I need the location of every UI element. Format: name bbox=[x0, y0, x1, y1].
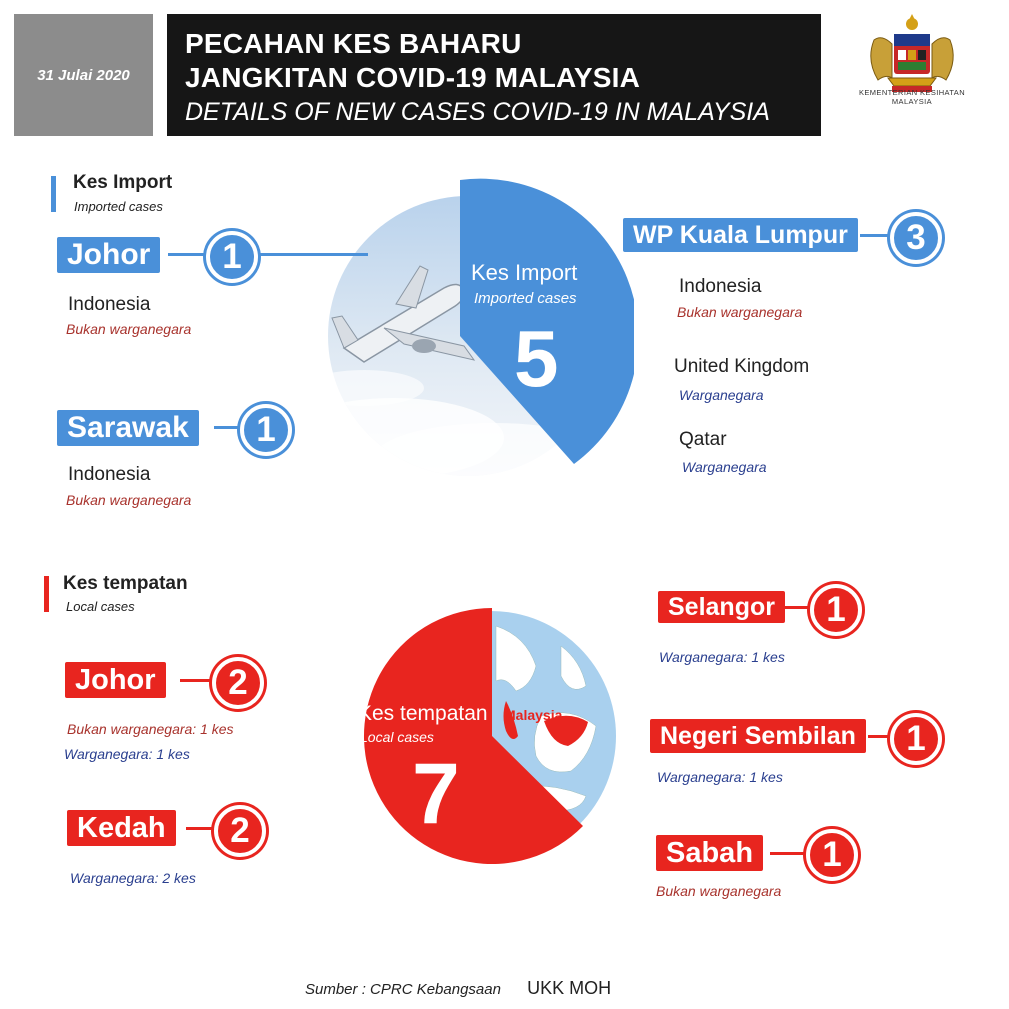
import-total: 5 bbox=[514, 314, 559, 403]
local-selangor-note: Warganegara: 1 kes bbox=[659, 649, 785, 665]
local-johor-note-1: Bukan warganegara: 1 kes bbox=[67, 721, 234, 737]
org-label: UKK MOH bbox=[527, 978, 612, 998]
local-section-title: Kes tempatan bbox=[63, 573, 188, 594]
import-section-title: Kes Import bbox=[73, 172, 173, 193]
local-count-sabah: 1 bbox=[806, 829, 858, 881]
local-johor-note-2: Warganegara: 1 kes bbox=[64, 746, 190, 762]
import-kl-country-2: United Kingdom bbox=[674, 356, 810, 377]
title-line-1: PECAHAN KES BAHARU bbox=[185, 28, 522, 59]
local-count-selangor: 1 bbox=[810, 584, 862, 636]
local-count-johor: 2 bbox=[212, 657, 264, 709]
import-sarawak-status: Bukan warganegara bbox=[66, 492, 192, 508]
connector bbox=[258, 253, 368, 256]
connector bbox=[180, 679, 214, 682]
import-sarawak-country: Indonesia bbox=[68, 464, 151, 485]
local-state-negeri-sembilan: Negeri Sembilan bbox=[650, 719, 866, 753]
connector bbox=[186, 827, 214, 830]
connector bbox=[770, 852, 808, 855]
import-section-subtitle: Imported cases bbox=[74, 199, 163, 214]
connector bbox=[214, 426, 242, 429]
malaysia-map-label: Malaysia bbox=[504, 707, 563, 723]
local-count-kedah: 2 bbox=[214, 805, 266, 857]
report-date: 31 Julai 2020 bbox=[37, 66, 130, 84]
ministry-line-2: MALAYSIA bbox=[891, 97, 933, 106]
connector bbox=[168, 253, 208, 256]
local-total: 7 bbox=[412, 746, 460, 842]
title-line-2: JANGKITAN COVID-19 MALAYSIA bbox=[185, 62, 641, 93]
import-johor-status: Bukan warganegara bbox=[66, 321, 192, 337]
import-state-sarawak: Sarawak bbox=[57, 410, 199, 446]
connector bbox=[860, 234, 890, 237]
local-count-negeri-sembilan: 1 bbox=[890, 713, 942, 765]
local-center-title: Kes tempatan bbox=[358, 702, 488, 725]
local-sabah-note: Bukan warganegara bbox=[656, 883, 782, 899]
local-negeri-sembilan-note: Warganegara: 1 kes bbox=[657, 769, 783, 785]
source-label: Sumber : CPRC Kebangsaan bbox=[305, 981, 501, 998]
import-count-johor: 1 bbox=[206, 231, 258, 283]
import-section-bar bbox=[51, 176, 56, 212]
import-count-sarawak: 1 bbox=[240, 404, 292, 456]
footer bbox=[305, 978, 611, 999]
import-kl-country-1: Indonesia bbox=[679, 276, 762, 297]
ministry-label bbox=[842, 88, 982, 106]
local-state-kedah: Kedah bbox=[67, 810, 176, 846]
import-kl-country-3: Qatar bbox=[679, 429, 727, 450]
import-center-subtitle: Imported cases bbox=[474, 290, 577, 307]
subtitle: DETAILS OF NEW CASES COVID-19 IN MALAYSIA bbox=[185, 98, 770, 126]
ministry-line-1: KEMENTERIAN KESIHATAN bbox=[858, 88, 966, 97]
connector bbox=[785, 606, 812, 609]
local-center-subtitle: Local cases bbox=[360, 729, 434, 745]
import-kl-status-3: Warganegara bbox=[682, 459, 767, 475]
connector bbox=[868, 735, 890, 738]
import-state-johor: Johor bbox=[57, 237, 160, 273]
title-banner bbox=[167, 14, 821, 136]
local-state-johor: Johor bbox=[65, 662, 166, 698]
import-state-kuala-lumpur: WP Kuala Lumpur bbox=[623, 218, 858, 252]
import-kl-status-1: Bukan warganegara bbox=[677, 304, 803, 320]
local-state-selangor: Selangor bbox=[658, 591, 785, 623]
import-count-kuala-lumpur: 3 bbox=[890, 212, 942, 264]
import-center-title: Kes Import bbox=[471, 260, 578, 285]
import-center-graphic bbox=[324, 178, 634, 478]
local-kedah-note: Warganegara: 2 kes bbox=[70, 870, 196, 886]
import-johor-country: Indonesia bbox=[68, 294, 151, 315]
local-state-sabah: Sabah bbox=[656, 835, 763, 871]
local-center-graphic bbox=[356, 606, 636, 886]
date-box bbox=[14, 14, 153, 136]
local-section-bar bbox=[44, 576, 49, 612]
local-section-subtitle: Local cases bbox=[66, 599, 135, 614]
import-kl-status-2: Warganegara bbox=[679, 387, 764, 403]
